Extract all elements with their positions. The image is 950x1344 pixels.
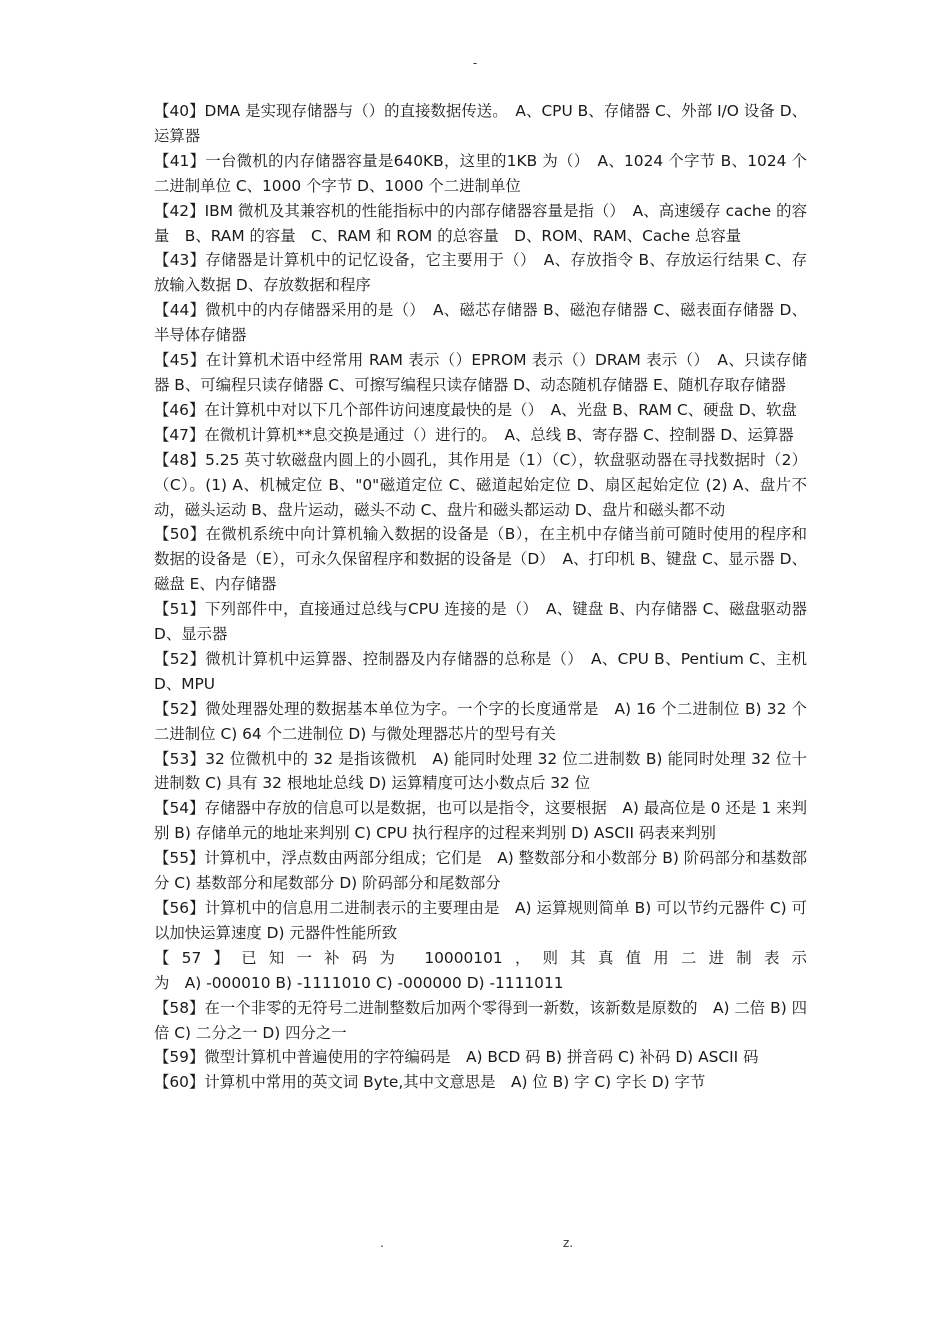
page-footer-left: . bbox=[380, 1236, 384, 1250]
question-57-line1: 【57】已知一补码为 10000101，则其真值用二进制表示 bbox=[154, 948, 807, 967]
question-42: 【42】IBM 微机及其兼容机的性能指标中的内部存储器容量是指（） A、高速缓存 cache 的容量 B、RAM 的容量 C、RAM 和 ROM 的总容量 D、ROM、RAM、Cache 总容量 bbox=[154, 201, 807, 245]
question-52b: 【52】微处理器处理的数据基本单位为字。一个字的长度通常是 A) 16 个二进制位 B) 32 个二进制位 C) 64 个二进制位 D) 与微处理器芯片的型号有关 bbox=[154, 699, 807, 743]
question-48: 【48】5.25 英寸软磁盘内圆上的小圆孔，其作用是（1）（C），软盘驱动器在寻找数据时（2）（C）。(1) A、机械定位 B、"0"磁道定位 C、磁道起始定位 D、扇区起始定位 (2) A、盘片不动，磁头运动 B、盘片运动，磁头不动 C、盘片和磁头都运动 D、盘片和磁头都不动 bbox=[154, 450, 807, 519]
question-55: 【55】计算机中，浮点数由两部分组成；它们是 A) 整数部分和小数部分 B) 阶码部分和基数部分 C) 基数部分和尾数部分 D) 阶码部分和尾数部分 bbox=[154, 849, 807, 893]
question-50: 【50】在微机系统中向计算机输入数据的设备是（B），在主机中存储当前可随时使用的程序和数据的设备是（E），可永久保留程序和数据的设备是（D） A、打印机 B、键盘 C、显示器 D、磁盘 E、内存储器 bbox=[154, 525, 807, 594]
question-53: 【53】32 位微机中的 32 是指该微机 A) 能同时处理 32 位二进制数 B) 能同时处理 32 位十进制数 C) 具有 32 根地址总线 D) 运算精度可达小数点后 32 位 bbox=[154, 749, 807, 793]
question-51: 【51】下列部件中，直接通过总线与CPU 连接的是（） A、键盘 B、内存储器 C、磁盘驱动器 D、显示器 bbox=[154, 600, 807, 644]
question-44: 【44】微机中的内存储器采用的是（） A、磁芯存储器 B、磁泡存储器 C、磁表面存储器 D、半导体存储器 bbox=[154, 301, 807, 345]
question-59: 【59】微型计算机中普遍使用的字符编码是 A) BCD 码 B) 拼音码 C) 补码 D) ASCII 码 bbox=[154, 1048, 759, 1067]
question-40: 【40】DMA 是实现存储器与（）的直接数据传送。 A、CPU B、存储器 C、外部 I/O 设备 D、运算器 bbox=[154, 102, 807, 145]
page-header-mark: - bbox=[472, 56, 478, 70]
question-58: 【58】在一个非零的无符号二进制整数后加两个零得到一新数，该新数是原数的 A) 二倍 B) 四倍 C) 二分之一 D) 四分之一 bbox=[154, 998, 807, 1042]
page-footer-right: z. bbox=[563, 1236, 574, 1250]
question-56: 【56】计算机中的信息用二进制表示的主要理由是 A) 运算规则简单 B) 可以节约元器件 C) 可以加快运算速度 D) 元器件性能所致 bbox=[154, 899, 807, 942]
question-57-line2: 为 A) -000010 B) -1111010 C) -000000 D) -1111011 bbox=[154, 973, 564, 992]
question-47: 【47】在微机计算机**息交换是通过（）进行的。 A、总线 B、寄存器 C、控制器 D、运算器 bbox=[154, 425, 794, 444]
question-43: 【43】存储器是计算机中的记忆设备，它主要用于（） A、存放指令 B、存放运行结果 C、存放输入数据 D、存放数据和程序 bbox=[154, 251, 807, 295]
question-45: 【45】在计算机术语中经常用 RAM 表示（）EPROM 表示（）DRAM 表示（） A、只读存储器 B、可编程只读存储器 C、可擦写编程只读存储器 D、动态随机存储器 E、随机存取存储器 bbox=[154, 351, 807, 394]
question-52a: 【52】微机计算机中运算器、控制器及内存储器的总称是（） A、CPU B、Pentium C、主机 D、MPU bbox=[154, 649, 807, 693]
question-46: 【46】在计算机中对以下几个部件访问速度最快的是（） A、光盘 B、RAM C、硬盘 D、软盘 bbox=[154, 400, 797, 419]
question-list bbox=[154, 99, 807, 1095]
question-60: 【60】计算机中常用的英文词 Byte,其中文意思是 A) 位 B) 字 C) 字长 D) 字节 bbox=[154, 1073, 706, 1092]
question-41: 【41】一台微机的内存储器容量是640KB，这里的1KB 为（） A、1024 个字节 B、1024 个二进制单位 C、1000 个字节 D、1000 个二进制单位 bbox=[154, 151, 807, 195]
question-54: 【54】存储器中存放的信息可以是数据，也可以是指令，这要根据 A) 最高位是 0 还是 1 来判别 B) 存储单元的地址来判别 C) CPU 执行程序的过程来判别 D) ASCII 码表来判别 bbox=[154, 799, 807, 843]
